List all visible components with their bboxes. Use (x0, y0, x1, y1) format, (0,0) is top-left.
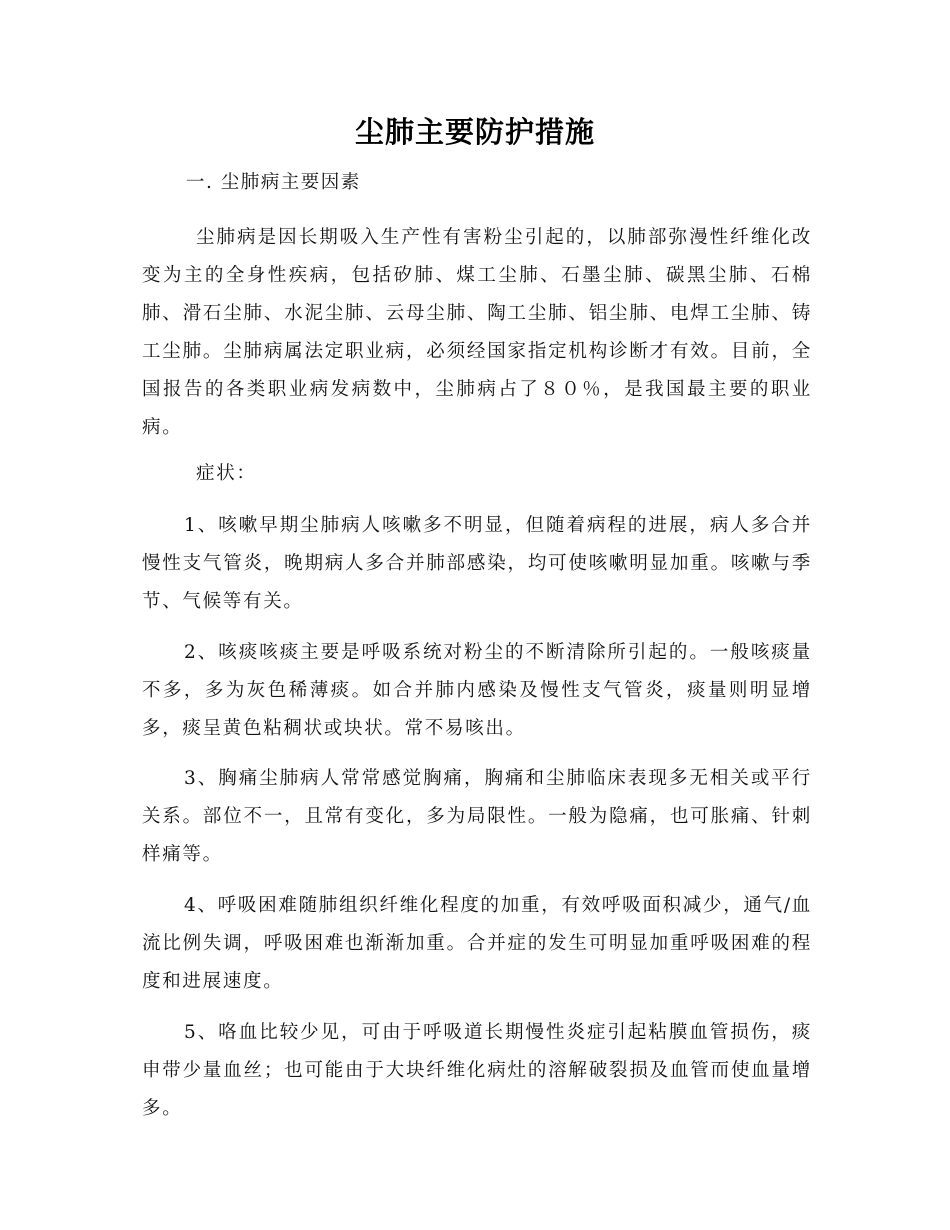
symptom-paragraph-cough: 1、咳嗽早期尘肺病人咳嗽多不明显，但随着病程的进展，病人多合并慢性支气管炎，晚期病人多合并肺部感染，均可使咳嗽明显加重。咳嗽与季节、气候等有关。 (142, 515, 812, 612)
symptom-paragraph-dyspnea: 4、呼吸困难随肺组织纤维化程度的加重，有效呼吸面积减少，通气/血流比例失调，呼吸困难也渐渐加重。合并症的发生可明显加重呼吸困难的程度和进展速度。 (142, 895, 812, 992)
symptom-paragraph-hemoptysis: 5、咯血比较少见，可由于呼吸道长期慢性炎症引起粘膜血管损伤，痰申带少量血丝；也可能由于大块纤维化病灶的溶解破裂损及血管而使血量增多。 (142, 1022, 812, 1119)
intro-paragraph: 尘肺病是因长期吸入生产性有害粉尘引起的，以肺部弥漫性纤维化改变为主的全身性疾病，包括矽肺、煤工尘肺、石墨尘肺、碳黑尘肺、石棉肺、滑石尘肺、水泥尘肺、云母尘肺、陶工尘肺、铝尘肺、电焊工尘肺、铸工尘肺。尘肺病属法定职业病，必须经国家指定机构诊断才有效。目前，全国报告的各类职业病发病数中，尘肺病占了８０％，是我国最主要的职业病。 (142, 227, 812, 438)
symptom-paragraph-chest-pain: 3、胸痛尘肺病人常常感觉胸痛，胸痛和尘肺临床表现多无相关或平行关系。部位不一，且常有变化，多为局限性。一般为隐痛，也可胀痛、针刺样痛等。 (142, 768, 812, 865)
section-heading: 一. 尘肺病主要因素 (186, 172, 361, 193)
document-title: 尘肺主要防护措施 (354, 115, 595, 149)
symptom-paragraph-sputum: 2、咳痰咳痰主要是呼吸系统对粉尘的不断清除所引起的。一般咳痰量不多，多为灰色稀薄痰。如合并肺内感染及慢性支气管炎，痰量则明显增多，痰呈黄色粘稠状或块状。常不易咳出。 (142, 642, 812, 739)
symptoms-label: 症状： (196, 463, 257, 484)
